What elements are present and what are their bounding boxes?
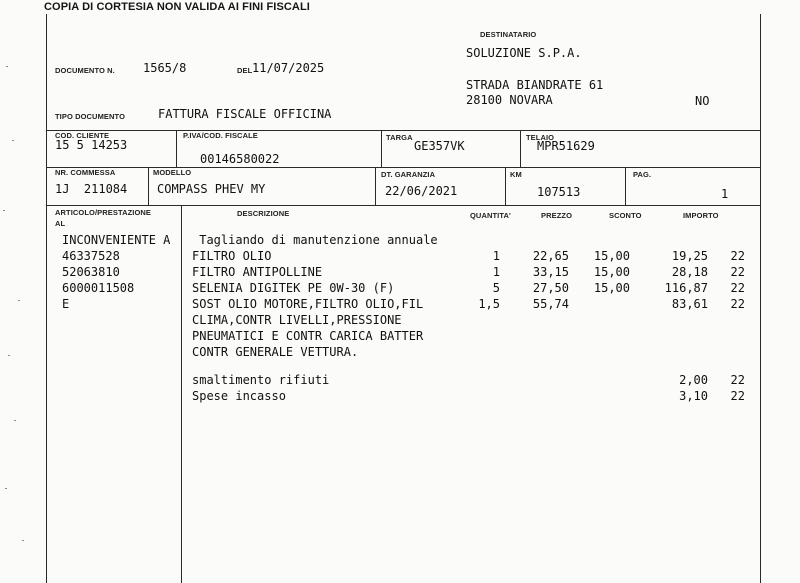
col-descrizione-header: DESCRIZIONE <box>237 209 290 218</box>
order-km: 107513 <box>537 185 581 199</box>
col-importo-header: IMPORTO <box>683 211 719 220</box>
item-price: 27,50 <box>532 281 569 295</box>
item-vat-rate: 22 <box>730 265 745 279</box>
col-articolo-header: ARTICOLO/PRESTAZIONE <box>55 208 152 217</box>
item-code: E <box>62 297 70 311</box>
box2-bottom <box>46 205 761 206</box>
telaio-label: TELAIO <box>526 133 555 142</box>
item-amount: 116,87 <box>664 281 708 295</box>
item-vat-rate: 22 <box>730 249 745 263</box>
item-price: 33,15 <box>532 265 569 279</box>
item-quantity: 1 <box>492 265 500 279</box>
targa-label: TARGA <box>386 133 413 142</box>
item-description: Tagliando di manutenzione annuale <box>192 233 438 247</box>
item-discount: 15,00 <box>593 281 630 295</box>
item-description: FILTRO ANTIPOLLINE <box>192 265 323 279</box>
item-description: SOST OLIO MOTORE,FILTRO OLIO,FIL <box>192 297 424 311</box>
recipient-name: SOLUZIONE S.P.A. <box>466 46 582 60</box>
extra-vat-rate: 22 <box>730 389 745 403</box>
extra-description: Spese incasso <box>192 389 286 403</box>
item-description: FILTRO OLIO <box>192 249 272 263</box>
recipient-city: 28100 NOVARA <box>466 93 553 107</box>
item-amount: 19,25 <box>671 249 708 263</box>
box2-sep4 <box>625 167 626 205</box>
col-articolo-al: AL <box>55 219 66 228</box>
order-warranty-date: 22/06/2021 <box>385 184 458 198</box>
customer-chassis: MPR51629 <box>537 139 595 153</box>
frame-right <box>760 14 761 583</box>
col-quantita-header: QUANTITA' <box>470 211 511 220</box>
extra-description: smaltimento rifiuti <box>192 373 330 387</box>
km-label: KM <box>510 170 522 179</box>
extra-amount: 3,10 <box>679 389 708 403</box>
item-vat-rate: 22 <box>730 281 745 295</box>
item-code: INCONVENIENTE A <box>62 233 171 247</box>
document-number: 1565/8 <box>143 61 187 75</box>
extra-vat-rate: 22 <box>730 373 745 387</box>
customer-code: 15 5 14253 <box>55 138 128 152</box>
item-description: PNEUMATICI E CONTR CARICA BATTER <box>192 329 424 343</box>
documento-n-label: DOCUMENTO N. <box>55 66 115 75</box>
cod-cliente-label: COD. CLIENTE <box>55 131 110 140</box>
box1-sep2 <box>381 130 382 167</box>
order-number: 1J 211084 <box>55 182 128 196</box>
nr-commessa-label: NR. COMMESSA <box>55 168 116 177</box>
box2-sep3 <box>505 167 506 205</box>
tipo-documento-label: TIPO DOCUMENTO <box>55 112 126 121</box>
order-page: 1 <box>721 187 729 201</box>
recipient-street: STRADA BIANDRATE 61 <box>466 78 604 92</box>
item-quantity: 5 <box>492 281 500 295</box>
item-code: 46337528 <box>62 249 120 263</box>
item-amount: 28,18 <box>671 265 708 279</box>
dt-garanzia-label: DT. GARANZIA <box>381 170 436 179</box>
item-code: 6000011508 <box>62 281 135 295</box>
item-description: SELENIA DIGITEK PE 0W-30 (F) <box>192 281 395 295</box>
del-label: DEL <box>237 66 253 75</box>
extra-amount: 2,00 <box>679 373 708 387</box>
item-quantity: 1,5 <box>478 297 500 311</box>
box1-sep1 <box>176 130 177 167</box>
document-type: FATTURA FISCALE OFFICINA <box>158 107 332 121</box>
box1-sep3 <box>520 130 521 167</box>
item-code: 52063810 <box>62 265 120 279</box>
item-description: CLIMA,CONTR LIVELLI,PRESSIONE <box>192 313 402 327</box>
col-sconto-header: SCONTO <box>609 211 642 220</box>
col-prezzo-header: PREZZO <box>541 211 573 220</box>
item-price: 55,74 <box>532 297 569 311</box>
item-discount: 15,00 <box>593 265 630 279</box>
customer-vat: 00146580022 <box>200 152 280 166</box>
courtesy-copy-banner: COPIA DI CORTESIA NON VALIDA AI FINI FISCALI <box>44 1 310 13</box>
item-quantity: 1 <box>492 249 500 263</box>
order-model: COMPASS PHEV MY <box>157 182 266 196</box>
modello-label: MODELLO <box>153 168 192 177</box>
item-vat-rate: 22 <box>730 297 745 311</box>
item-amount: 83,61 <box>671 297 708 311</box>
recipient-province: NO <box>695 94 710 108</box>
box1-top <box>46 130 761 131</box>
item-description: CONTR GENERALE VETTURA. <box>192 345 359 359</box>
customer-plate: GE357VK <box>414 139 465 153</box>
pag-label: PAG. <box>633 170 652 179</box>
item-discount: 15,00 <box>593 249 630 263</box>
frame-left <box>46 14 47 583</box>
item-price: 22,65 <box>532 249 569 263</box>
piva-label: P.IVA/COD. FISCALE <box>183 131 258 140</box>
box2-sep1 <box>148 167 149 205</box>
destinatario-label: DESTINATARIO <box>480 30 537 39</box>
document-date: 11/07/2025 <box>252 61 325 75</box>
scan-noise <box>0 0 40 583</box>
box2-sep2 <box>375 167 376 205</box>
